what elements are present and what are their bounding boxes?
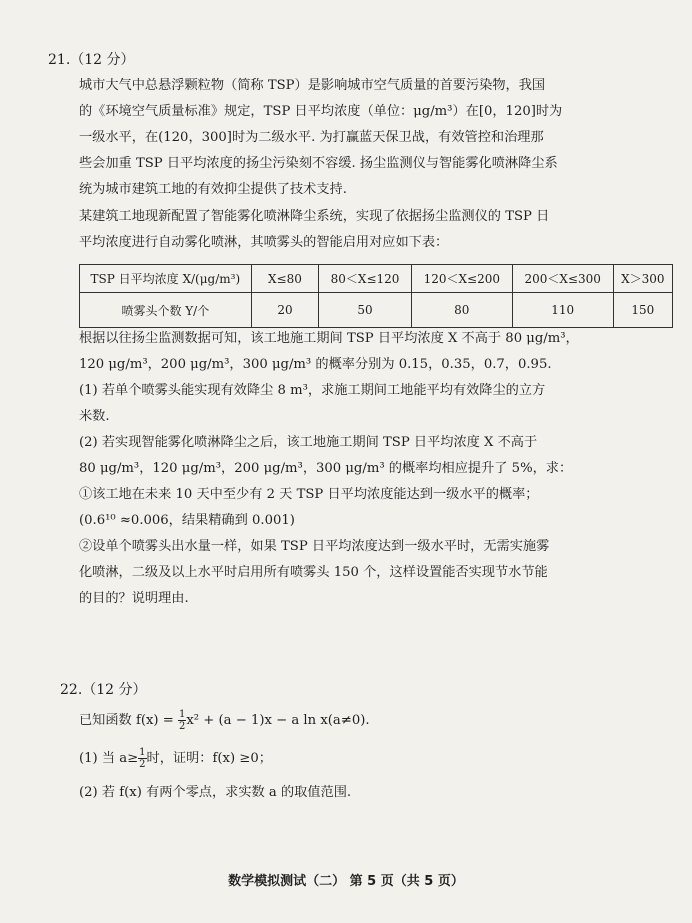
text-line: 120 μg/m³，200 μg/m³，300 μg/m³ 的概率分别为 0.15，0.35，0.7，0.95. [79,357,552,372]
table-header-cell: 200＜X≤300 [512,265,613,293]
text-line: (0.6¹⁰ ≈0.006，结果精确到 0.001) [79,513,295,528]
question-22-part-2: (2) 若 f(x) 有两个零点，求实数 a 的取值范围. [79,785,352,800]
text-line: 米数. [79,409,110,424]
question-22-given [79,706,675,736]
question-21-setup [79,204,675,256]
question-21-data [79,326,675,378]
table-cell: 20 [251,293,319,328]
page-footer: 数学模拟测试（二） 第 5 页（共 5 页） [228,874,464,889]
text-line: 的《环境空气质量标准》规定，TSP 日平均浓度（单位：μg/m³）在[0，120]时为 [79,104,563,119]
text-line: 一级水平，在(120，300]时为二级水平. 为打赢蓝天保卫战，有效管控和治理那 [79,130,544,145]
table-header-cell: X＞300 [613,265,672,293]
question-21-intro [79,73,675,203]
text-line: 的目的？说明理由. [79,591,189,606]
sprinkler-table [79,264,673,328]
fraction-denominator: 2 [178,721,186,732]
text-line: (1) 若单个喷雾头能实现有效降尘 8 m³，求施工期间工地能平均有效降尘的立方 [79,383,546,398]
table-header-cell: TSP 日平均浓度 X/(μg/m³) [80,265,252,293]
text-span: (1) 当 a≥ [79,751,139,766]
question-22-number: 22.（12 分） [60,682,147,698]
text-line: 些会加重 TSP 日平均浓度的扬尘污染刻不容缓. 扬尘监测仪与智能雾化喷淋降尘系 [79,156,558,171]
fraction [138,747,146,770]
text-line: ①该工地在未来 10 天中至少有 2 天 TSP 日平均浓度能达到一级水平的概率； [79,487,539,502]
text-span: x² + (a − 1)x − a ln x(a≠0). [186,713,370,728]
table-cell: 喷雾头个数 Y/个 [80,293,252,328]
table-header-cell: 80＜X≤120 [319,265,412,293]
text-span: 已知函数 f(x) = [79,713,178,728]
table-row [80,293,673,328]
fraction-denominator: 2 [139,759,146,770]
text-line: 某建筑工地现新配置了智能雾化喷淋降尘系统，实现了依据扬尘监测仪的 TSP 日 [79,209,550,224]
table-cell: 110 [512,293,613,328]
table-cell: 150 [613,293,672,328]
text-line: 80 μg/m³，120 μg/m³，200 μg/m³，300 μg/m³ 的概率均相应提升了 5%，求： [79,461,573,476]
table-cell: 80 [411,293,512,328]
question-21-part-1 [79,378,675,430]
text-line: 城市大气中总悬浮颗粒物（简称 TSP）是影响城市空气质量的首要污染物，我国 [79,78,546,93]
text-line: (2) 若实现智能雾化喷淋降尘之后，该工地施工期间 TSP 日平均浓度 X 不高于 [79,435,538,450]
fraction-numerator: 1 [139,747,146,758]
text-line: 化喷淋，二级及以上水平时启用所有喷雾头 150 个，这样设置能否实现节水节能 [79,565,548,580]
table-cell: 50 [319,293,412,328]
table-header-cell: X≤80 [251,265,319,293]
question-22-part-1 [79,744,675,774]
fraction-numerator: 1 [178,709,186,720]
text-line: 平均浓度进行自动雾化喷淋，其喷雾头的智能启用对应如下表： [79,235,449,250]
table-header-cell: 120＜X≤200 [411,265,512,293]
text-span: 时，证明：f(x) ≥0； [146,751,272,766]
question-21-number: 21.（12 分） [48,52,135,68]
table-row [80,265,673,293]
text-line: 根据以往扬尘监测数据可知，该工地施工期间 TSP 日平均浓度 X 不高于 80 μg/m³， [79,331,579,346]
text-line: 统为城市建筑工地的有效抑尘提供了技术支持. [79,182,347,197]
text-line: ②设单个喷雾头出水量一样，如果 TSP 日平均浓度达到一级水平时，无需实施雾 [79,539,550,554]
question-21-part-2 [79,430,675,612]
